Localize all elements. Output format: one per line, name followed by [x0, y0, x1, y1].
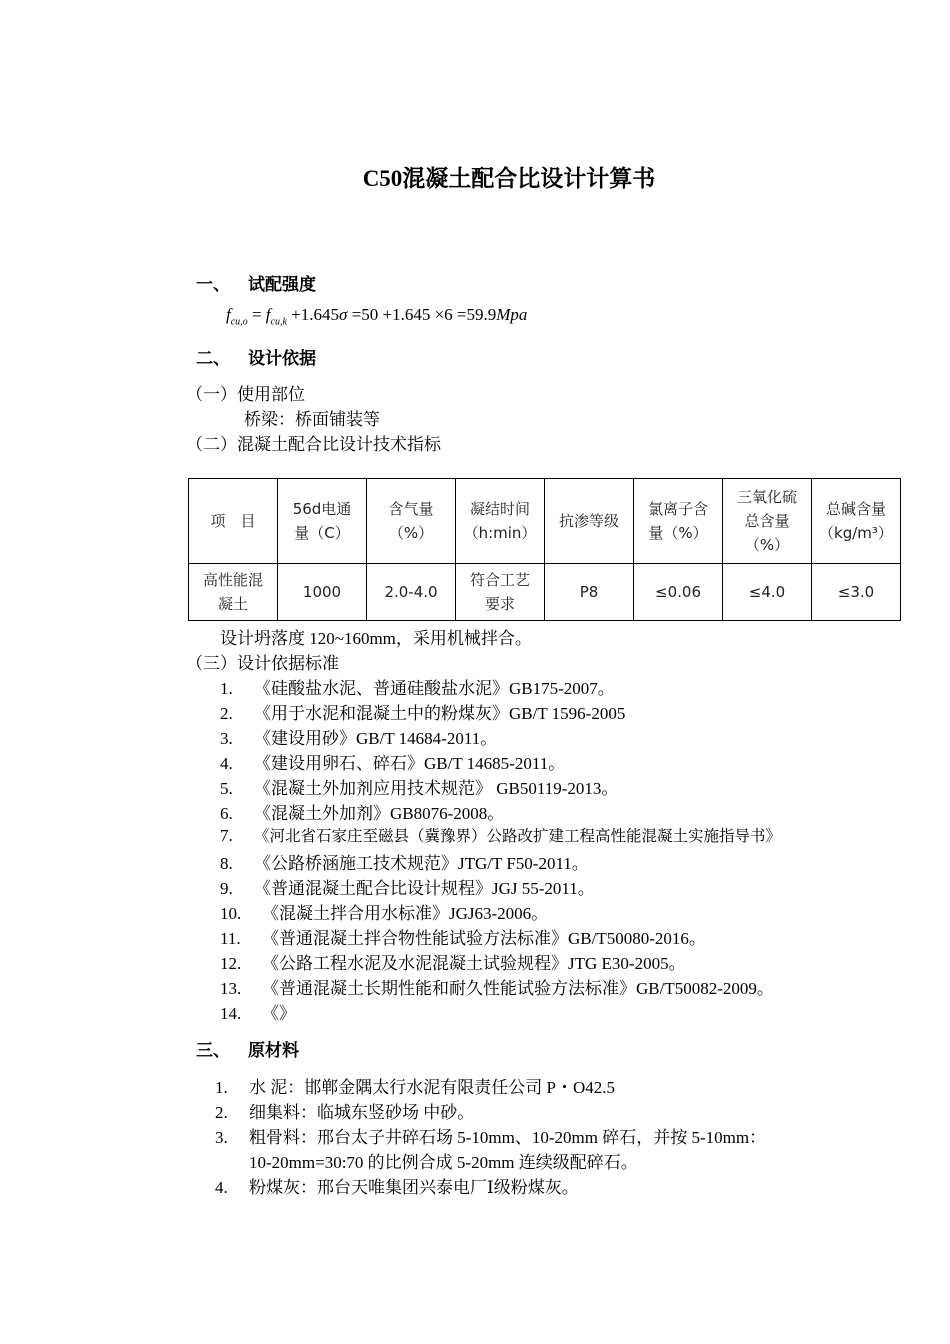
- section-number: 三、: [196, 1041, 230, 1061]
- list-item: 10. 《混凝土拌合用水标准》JGJ63-2006。: [220, 904, 549, 923]
- list-item: 9. 《普通混凝土配合比设计规程》JGJ 55-2011。: [220, 879, 595, 898]
- subsection-spec-title: （二）混凝土配合比设计技术指标: [186, 435, 441, 454]
- table-cell: ≤4.0: [723, 564, 812, 621]
- table-header-cell: 氯离子含 量（%）: [634, 479, 723, 564]
- list-item: 2. 《用于水泥和混凝土中的粉煤灰》GB/T 1596-2005: [220, 704, 626, 723]
- list-item: 12. 《公路工程水泥及水泥混凝土试验规程》JTG E30-2005。: [220, 954, 686, 973]
- table-cell: 2.0-4.0: [367, 564, 456, 621]
- formula-term: =50 +1.645 ×6 =59.9: [347, 305, 497, 324]
- table-cell: 1000: [278, 564, 367, 621]
- formula-f-symbol: f: [226, 305, 231, 324]
- table-cell: ≤3.0: [812, 564, 901, 621]
- page-title: C50混凝土配合比设计计算书: [362, 166, 656, 191]
- list-item: 5. 《混凝土外加剂应用技术规范》 GB50119-2013。: [220, 779, 619, 798]
- formula-subscript: cu,o: [230, 316, 248, 328]
- table-cell: 高性能混 凝土: [189, 564, 278, 621]
- section-number: 二、: [196, 349, 230, 369]
- subsection-usage-title: （一）使用部位: [186, 385, 305, 404]
- list-item: 11. 《普通混凝土拌合物性能试验方法标准》GB/T50080-2016。: [220, 929, 706, 948]
- list-item: 1. 水 泥：邯郸金隅太行水泥有限责任公司 P・O42.5: [215, 1078, 615, 1097]
- table-header-cell: 项 目: [189, 479, 278, 564]
- section-heading-3: [196, 1036, 299, 1061]
- list-item: 2. 细集料：临城东竖砂场 中砂。: [215, 1103, 475, 1122]
- section-title: 设计依据: [248, 349, 316, 369]
- table-header-cell: 抗渗等级: [545, 479, 634, 564]
- list-item: 3. 粗骨料：邢台太子井碎石场 5-10mm、10-20mm 碎石，并按 5-10mm：: [215, 1128, 767, 1147]
- spec-table: [188, 478, 901, 621]
- strength-formula: [226, 305, 527, 327]
- table-header-cell: 总碱含量 （kg/m³）: [812, 479, 901, 564]
- formula-f-symbol: f: [265, 305, 271, 324]
- section-number: 一、: [196, 275, 230, 295]
- list-item: 1. 《硅酸盐水泥、普通硅酸盐水泥》GB175-2007。: [220, 679, 615, 698]
- table-row: [189, 564, 901, 621]
- list-item: 4. 粉煤灰：邢台天唯集团兴泰电厂Ⅰ级粉煤灰。: [215, 1178, 579, 1197]
- formula-term: +1.645: [286, 305, 339, 324]
- list-item: 6. 《混凝土外加剂》GB8076-2008。: [220, 804, 505, 823]
- section-heading-2: [196, 344, 316, 369]
- table-header-cell: 56d电通 量（C）: [278, 479, 367, 564]
- list-item: 8. 《公路桥涵施工技术规范》JTG/T F50-2011。: [220, 854, 589, 873]
- table-header-row: [189, 479, 901, 564]
- list-item: 3. 《建设用砂》GB/T 14684-2011。: [220, 729, 498, 748]
- table-header-cell: 三氧化硫 总含量 （%）: [723, 479, 812, 564]
- usage-body: 桥梁：桥面铺装等: [244, 410, 380, 429]
- section-title: 试配强度: [248, 275, 316, 295]
- list-item: 14. 《》: [220, 1004, 296, 1023]
- slump-note: 设计坍落度 120~160mm，采用机械拌合。: [220, 629, 532, 648]
- section-title: 原材料: [248, 1041, 299, 1061]
- formula-equals: =: [247, 305, 266, 324]
- table-cell: ≤0.06: [634, 564, 723, 621]
- table-cell: P8: [545, 564, 634, 621]
- list-item: 13. 《普通混凝土长期性能和耐久性能试验方法标准》GB/T50082-2009。: [220, 979, 774, 998]
- table-cell: 符合工艺 要求: [456, 564, 545, 621]
- section-heading-1: [196, 270, 316, 295]
- list-item: 10-20mm=30:70 的比例合成 5-20mm 连续级配碎石。: [249, 1153, 638, 1172]
- formula-sigma: σ: [339, 305, 348, 324]
- subsection-standards-title: （三）设计依据标准: [186, 654, 339, 673]
- table-header-cell: 含气量 （%）: [367, 479, 456, 564]
- formula-unit: Mpa: [496, 305, 528, 324]
- table-header-cell: 凝结时间 （h:min）: [456, 479, 545, 564]
- list-item: 7. 《河北省石家庄至磁县（冀豫界）公路改扩建工程高性能混凝土实施指导书》: [220, 826, 782, 845]
- list-item: 4. 《建设用卵石、碎石》GB/T 14685-2011。: [220, 754, 566, 773]
- formula-subscript: cu,k: [270, 316, 287, 328]
